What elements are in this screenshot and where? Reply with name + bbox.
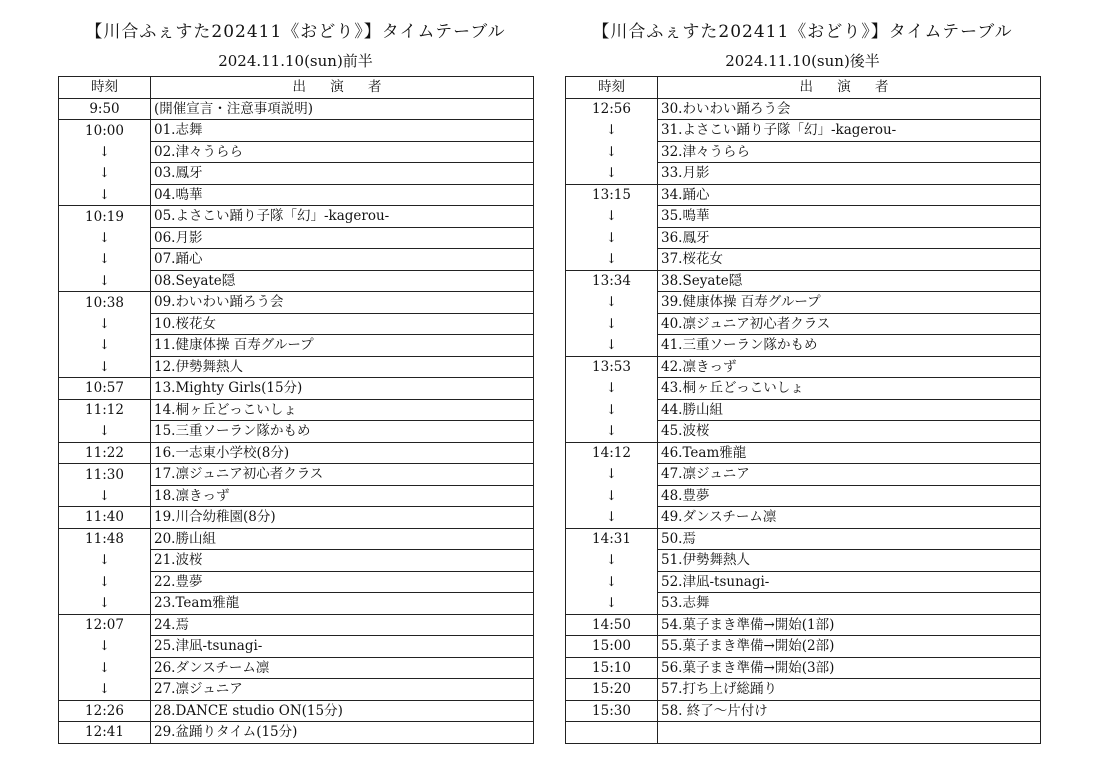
table-row	[566, 378, 1041, 400]
time-cell: 12:26	[59, 700, 151, 722]
table-row	[59, 141, 534, 163]
table-row	[59, 679, 534, 701]
time-cell: 10:57	[59, 378, 151, 400]
time-cell: ↓	[59, 485, 151, 507]
performer-cell: 54.菓子まき準備→開始(1部)	[658, 614, 1041, 636]
performer-cell: 30.わいわい踊ろう会	[658, 98, 1041, 120]
table-row	[566, 593, 1041, 615]
time-cell: 12:56	[566, 98, 658, 120]
table-row	[566, 98, 1041, 120]
table-row	[59, 184, 534, 206]
performer-cell: 22.豊夢	[151, 571, 534, 593]
column-header-performer: 出 演 者	[658, 77, 1041, 99]
table-row	[566, 700, 1041, 722]
performer-cell: 05.よさこい踊り子隊「幻」-kagerou-	[151, 206, 534, 228]
table-row	[566, 679, 1041, 701]
performer-cell: 53.志舞	[658, 593, 1041, 615]
performer-cell: 03.鳳牙	[151, 163, 534, 185]
table-row	[59, 722, 534, 744]
performer-cell: 45.波桜	[658, 421, 1041, 443]
table-row	[566, 227, 1041, 249]
performer-cell: 15.三重ソーラン隊かもめ	[151, 421, 534, 443]
table-row	[59, 593, 534, 615]
time-cell: 14:31	[566, 528, 658, 550]
time-cell: ↓	[59, 550, 151, 572]
table-row	[59, 442, 534, 464]
time-cell: 11:22	[59, 442, 151, 464]
time-cell: ↓	[566, 571, 658, 593]
table-row	[59, 313, 534, 335]
performer-cell: 50.焉	[658, 528, 1041, 550]
page-subtitle: 2024.11.10(sun)前半	[218, 52, 373, 70]
timetable-body	[59, 98, 534, 743]
table-row	[59, 528, 534, 550]
table-row	[59, 657, 534, 679]
timetable	[565, 76, 1041, 744]
table-row	[566, 270, 1041, 292]
table-row	[566, 399, 1041, 421]
table-row	[566, 636, 1041, 658]
table-row	[566, 464, 1041, 486]
performer-cell: 09.わいわい踊ろう会	[151, 292, 534, 314]
performer-cell	[658, 722, 1041, 744]
time-cell	[566, 722, 658, 744]
time-cell: 14:12	[566, 442, 658, 464]
time-cell: 10:00	[59, 120, 151, 142]
table-row	[566, 722, 1041, 744]
table-row	[59, 399, 534, 421]
page-title: 【川合ふぇすた202411《おどり》】タイムテーブル	[592, 22, 1013, 42]
time-cell: ↓	[59, 679, 151, 701]
performer-cell: 02.津々うらら	[151, 141, 534, 163]
time-cell: 15:10	[566, 657, 658, 679]
performer-cell: 31.よさこい踊り子隊「幻」-kagerou-	[658, 120, 1041, 142]
performer-cell: 39.健康体操 百寿グループ	[658, 292, 1041, 314]
time-cell: 13:15	[566, 184, 658, 206]
time-cell: ↓	[566, 421, 658, 443]
table-row	[566, 313, 1041, 335]
table-row	[59, 485, 534, 507]
time-cell: ↓	[566, 507, 658, 529]
time-cell: 10:38	[59, 292, 151, 314]
table-row	[566, 163, 1041, 185]
performer-cell: 04.鳴華	[151, 184, 534, 206]
table-row	[59, 571, 534, 593]
time-cell: 15:00	[566, 636, 658, 658]
time-cell: ↓	[566, 206, 658, 228]
table-row	[566, 141, 1041, 163]
table-row	[59, 206, 534, 228]
time-cell: ↓	[59, 313, 151, 335]
table-row	[566, 120, 1041, 142]
performer-cell: (開催宣言・注意事項説明)	[151, 98, 534, 120]
table-row	[566, 614, 1041, 636]
page-title: 【川合ふぇすた202411《おどり》】タイムテーブル	[85, 22, 506, 42]
performer-cell: 37.桜花女	[658, 249, 1041, 271]
performer-cell: 52.津凪-tsunagi-	[658, 571, 1041, 593]
table-row	[566, 550, 1041, 572]
column-header-time: 時刻	[59, 77, 151, 99]
performer-cell: 48.豊夢	[658, 485, 1041, 507]
performer-cell: 57.打ち上げ総踊り	[658, 679, 1041, 701]
time-cell: ↓	[59, 421, 151, 443]
column-header-time: 時刻	[566, 77, 658, 99]
time-cell: 13:34	[566, 270, 658, 292]
performer-cell: 51.伊勢舞熱人	[658, 550, 1041, 572]
time-cell: ↓	[566, 550, 658, 572]
table-row	[566, 292, 1041, 314]
performer-cell: 12.伊勢舞熱人	[151, 356, 534, 378]
time-cell: 12:41	[59, 722, 151, 744]
performer-cell: 41.三重ソーラン隊かもめ	[658, 335, 1041, 357]
performer-cell: 20.勝山組	[151, 528, 534, 550]
performer-cell: 38.Seyate隠	[658, 270, 1041, 292]
performer-cell: 08.Seyate隠	[151, 270, 534, 292]
table-row	[59, 614, 534, 636]
table-row	[59, 464, 534, 486]
table-row	[59, 120, 534, 142]
time-cell: 15:20	[566, 679, 658, 701]
performer-cell: 42.凛きっず	[658, 356, 1041, 378]
performer-cell: 11.健康体操 百寿グループ	[151, 335, 534, 357]
performer-cell: 44.勝山組	[658, 399, 1041, 421]
table-row	[566, 485, 1041, 507]
performer-cell: 49.ダンスチーム凛	[658, 507, 1041, 529]
time-cell: ↓	[566, 120, 658, 142]
time-cell: ↓	[566, 593, 658, 615]
table-row	[566, 335, 1041, 357]
time-cell: ↓	[566, 313, 658, 335]
table-row	[59, 335, 534, 357]
table-row	[566, 442, 1041, 464]
table-row	[566, 421, 1041, 443]
performer-cell: 33.月影	[658, 163, 1041, 185]
time-cell: ↓	[59, 335, 151, 357]
performer-cell: 25.津凪-tsunagi-	[151, 636, 534, 658]
table-row	[59, 507, 534, 529]
table-row	[59, 421, 534, 443]
performer-cell: 56.菓子まき準備→開始(3部)	[658, 657, 1041, 679]
table-header-row	[59, 77, 534, 99]
table-row	[59, 356, 534, 378]
column-header-performer: 出 演 者	[151, 77, 534, 99]
table-row	[566, 657, 1041, 679]
time-cell: ↓	[566, 464, 658, 486]
time-cell: ↓	[59, 141, 151, 163]
time-cell: ↓	[566, 292, 658, 314]
performer-cell: 58. 終了～片付け	[658, 700, 1041, 722]
table-row	[59, 550, 534, 572]
performer-cell: 46.Team雅龍	[658, 442, 1041, 464]
table-row	[59, 270, 534, 292]
table-row	[566, 206, 1041, 228]
timetable-body	[566, 98, 1041, 743]
time-cell: 10:19	[59, 206, 151, 228]
table-row	[59, 227, 534, 249]
time-cell: 15:30	[566, 700, 658, 722]
time-cell: 11:40	[59, 507, 151, 529]
performer-cell: 43.桐ヶ丘どっこいしょ	[658, 378, 1041, 400]
time-cell: 11:48	[59, 528, 151, 550]
time-cell: ↓	[59, 184, 151, 206]
time-cell: ↓	[59, 270, 151, 292]
performer-cell: 07.踊心	[151, 249, 534, 271]
time-cell: ↓	[566, 399, 658, 421]
performer-cell: 27.凛ジュニア	[151, 679, 534, 701]
time-cell: 11:12	[59, 399, 151, 421]
time-cell: ↓	[59, 657, 151, 679]
time-cell: 14:50	[566, 614, 658, 636]
time-cell: ↓	[59, 163, 151, 185]
performer-cell: 36.鳳牙	[658, 227, 1041, 249]
performer-cell: 17.凛ジュニア初心者クラス	[151, 464, 534, 486]
table-row	[566, 507, 1041, 529]
performer-cell: 29.盆踊りタイム(15分)	[151, 722, 534, 744]
performer-cell: 13.Mighty Girls(15分)	[151, 378, 534, 400]
time-cell: 11:30	[59, 464, 151, 486]
time-cell: ↓	[566, 163, 658, 185]
performer-cell: 47.凛ジュニア	[658, 464, 1041, 486]
table-row	[566, 356, 1041, 378]
time-cell: ↓	[566, 249, 658, 271]
performer-cell: 06.月影	[151, 227, 534, 249]
performer-cell: 21.波桜	[151, 550, 534, 572]
time-cell: ↓	[59, 636, 151, 658]
time-cell: ↓	[566, 485, 658, 507]
time-cell: ↓	[566, 378, 658, 400]
table-row	[59, 700, 534, 722]
time-cell: ↓	[59, 249, 151, 271]
table-row	[59, 636, 534, 658]
performer-cell: 24.焉	[151, 614, 534, 636]
time-cell: ↓	[59, 593, 151, 615]
performer-cell: 35.鳴華	[658, 206, 1041, 228]
table-row	[566, 249, 1041, 271]
timetable	[58, 76, 534, 744]
performer-cell: 01.志舞	[151, 120, 534, 142]
performer-cell: 40.凛ジュニア初心者クラス	[658, 313, 1041, 335]
time-cell: ↓	[59, 571, 151, 593]
time-cell: ↓	[59, 356, 151, 378]
time-cell: ↓	[566, 141, 658, 163]
performer-cell: 32.津々うらら	[658, 141, 1041, 163]
performer-cell: 23.Team雅龍	[151, 593, 534, 615]
time-cell: 9:50	[59, 98, 151, 120]
table-row	[59, 249, 534, 271]
time-cell: 13:53	[566, 356, 658, 378]
table-row	[566, 571, 1041, 593]
performer-cell: 55.菓子まき準備→開始(2部)	[658, 636, 1041, 658]
table-row	[59, 292, 534, 314]
table-row	[59, 98, 534, 120]
time-cell: ↓	[59, 227, 151, 249]
performer-cell: 28.DANCE studio ON(15分)	[151, 700, 534, 722]
page-subtitle: 2024.11.10(sun)後半	[725, 52, 880, 70]
performer-cell: 16.一志東小学校(8分)	[151, 442, 534, 464]
table-row	[566, 528, 1041, 550]
performer-cell: 26.ダンスチーム凛	[151, 657, 534, 679]
performer-cell: 10.桜花女	[151, 313, 534, 335]
performer-cell: 18.凛きっず	[151, 485, 534, 507]
time-cell: ↓	[566, 335, 658, 357]
table-row	[59, 163, 534, 185]
table-row	[566, 184, 1041, 206]
table-row	[59, 378, 534, 400]
time-cell: ↓	[566, 227, 658, 249]
time-cell: 12:07	[59, 614, 151, 636]
performer-cell: 19.川合幼稚園(8分)	[151, 507, 534, 529]
performer-cell: 34.踊心	[658, 184, 1041, 206]
table-header-row	[566, 77, 1041, 99]
performer-cell: 14.桐ヶ丘どっこいしょ	[151, 399, 534, 421]
